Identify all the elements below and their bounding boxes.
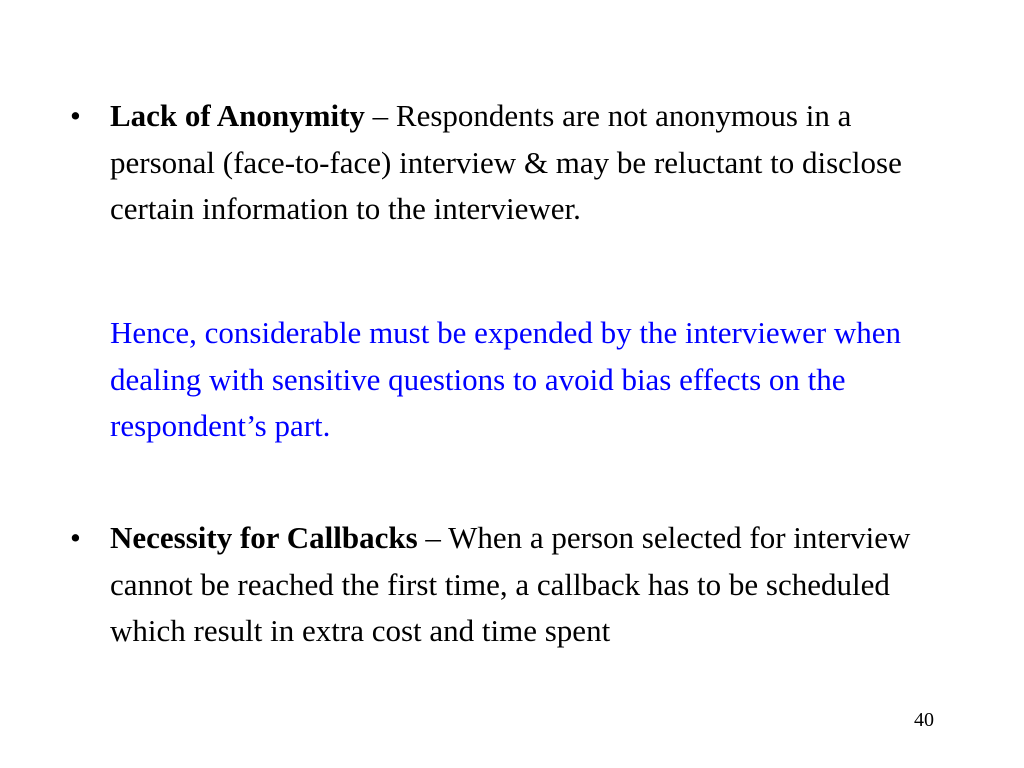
highlighted-note: Hence, considerable must be expended by the interviewer when dealing with sensitive questions to avoid bias effects on the respondent’s part. — [110, 315, 902, 443]
bullet-item-lack-of-anonymity — [70, 93, 960, 233]
bullet-separator: – — [417, 520, 449, 555]
bullet-body: Respondents are not anonymous in a personal (face-to-face) interview & may be reluctant to disclose certain information to the interviewer. — [110, 98, 902, 226]
bullet-body: When a person selected for interview cannot be reached the first time, a callback has to be scheduled which result in extra cost and time spent — [110, 520, 911, 648]
page-number: 40 — [914, 709, 934, 731]
bullet-text — [110, 93, 960, 233]
bullet-separator: – — [364, 98, 396, 133]
bullet-term: Lack of Anonymity — [110, 98, 365, 133]
bullet-text — [110, 515, 960, 655]
bullet-icon: • — [70, 520, 81, 555]
bullet-item-necessity-for-callbacks — [70, 515, 960, 655]
bullet-icon: • — [70, 98, 81, 133]
bullet-term: Necessity for Callbacks — [110, 520, 418, 555]
